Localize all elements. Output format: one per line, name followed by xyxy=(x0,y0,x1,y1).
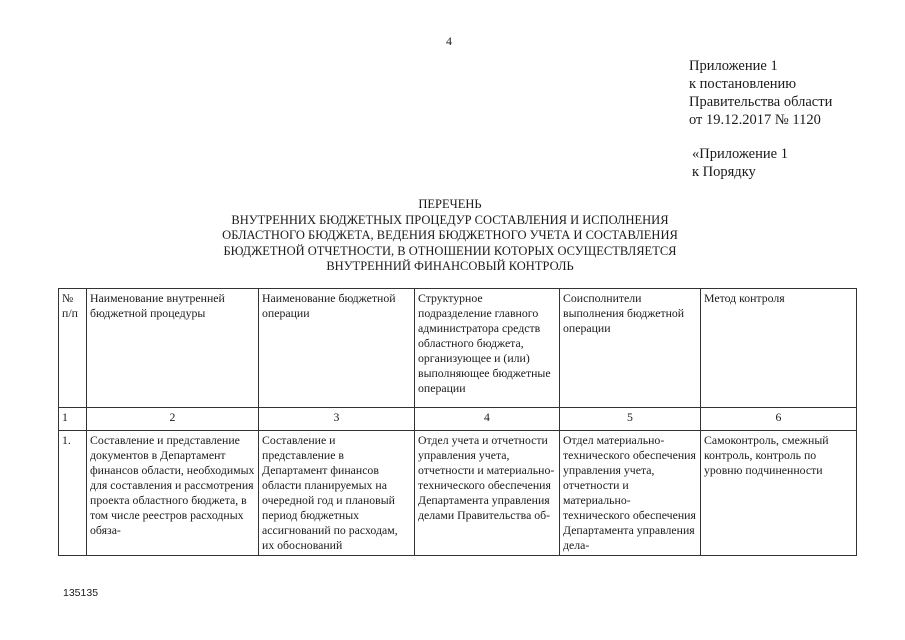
appendix-line: к постановлению xyxy=(689,76,797,92)
cell-department: Отдел учета и отчетности управления учета, отчетности и материально-технического обеспечения Департамента управления делами Правительства об- xyxy=(415,431,560,556)
column-number: 2 xyxy=(87,408,259,431)
header-coexecutors: Соисполнители выполнения бюджетной операции xyxy=(560,289,701,408)
cell-operation: Составление и представление в Департамент финансов области планируемых на очередной год и плановый период бюджетных ассигнований по расходам, их обоснований xyxy=(259,431,415,556)
footer-code: 135135 xyxy=(63,587,99,599)
title-line: БЮДЖЕТНОЙ ОТЧЕТНОСТИ, В ОТНОШЕНИИ КОТОРЫХ ОСУЩЕСТВЛЯЕТСЯ xyxy=(223,243,677,258)
cell-control-method: Самоконтроль, смежный контроль, контроль по уровню подчиненности xyxy=(701,431,857,556)
document-title xyxy=(150,197,750,275)
column-number: 6 xyxy=(701,408,857,431)
column-number: 5 xyxy=(560,408,701,431)
table-header-row xyxy=(59,289,857,408)
column-number: 3 xyxy=(259,408,415,431)
appendix-line: Приложение 1 xyxy=(689,58,778,74)
title-line: ОБЛАСТНОГО БЮДЖЕТА, ВЕДЕНИЯ БЮДЖЕТНОГО УЧЕТА И СОСТАВЛЕНИЯ xyxy=(222,228,678,242)
cell-coexecutors: Отдел материально-технического обеспечения управления учета, отчетности и материально-технического обеспечения Департамента управления дела- xyxy=(560,431,701,556)
cell-procedure: Составление и представление документов в Департамент финансов области, необходимых для составления и рассмотрения проекта областного бюджета, в том числе реестров расходных обяза- xyxy=(87,431,259,556)
table-row xyxy=(59,431,857,556)
appendix-inner-line: «Приложение 1 xyxy=(692,146,788,162)
header-control-method: Метод контроля xyxy=(701,289,857,408)
header-operation: Наименование бюджетной операции xyxy=(259,289,415,408)
header-department: Структурное подразделение главного администратора средств областного бюджета, организующее и (или) выполняющее бюджетные операции xyxy=(415,289,560,408)
appendix-block xyxy=(689,57,832,129)
appendix-inner-line: к Порядку xyxy=(692,164,756,180)
title-line: ПЕРЕЧЕНЬ xyxy=(418,197,482,211)
title-line: ВНУТРЕННИЙ ФИНАНСОВЫЙ КОНТРОЛЬ xyxy=(326,259,574,273)
row-number: 1. xyxy=(59,431,87,556)
header-number: № п/п xyxy=(59,289,87,408)
column-number: 1 xyxy=(59,408,87,431)
appendix-line: от 19.12.2017 № 1120 xyxy=(689,112,821,128)
title-line: ВНУТРЕННИХ БЮДЖЕТНЫХ ПРОЦЕДУР СОСТАВЛЕНИЯ И ИСПОЛНЕНИЯ xyxy=(231,212,669,227)
table-column-numbers-row xyxy=(59,408,857,431)
column-number: 4 xyxy=(415,408,560,431)
procedures-table xyxy=(58,288,857,556)
page-number: 4 xyxy=(446,34,452,48)
header-procedure: Наименование внутренней бюджетной процедуры xyxy=(87,289,259,408)
appendix-inner-block xyxy=(692,145,788,181)
appendix-line: Правительства области xyxy=(689,94,833,110)
